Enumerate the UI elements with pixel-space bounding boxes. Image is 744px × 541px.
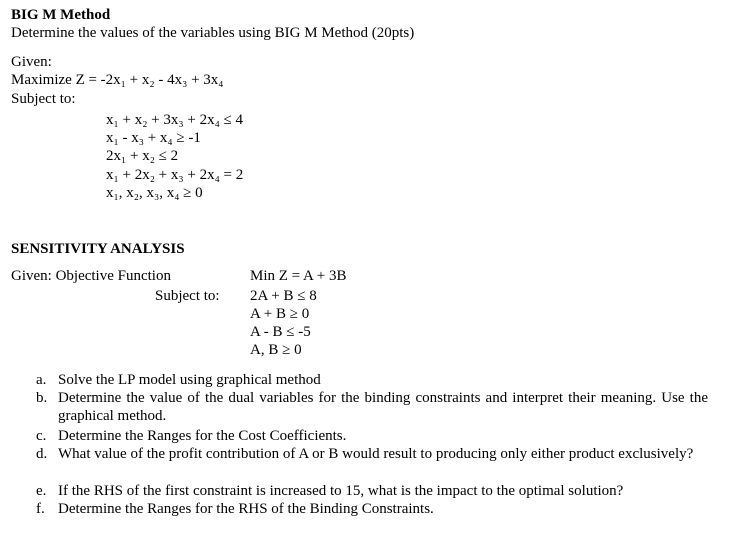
big-m-nonnegativity: x₁, x₂, x₃, x₄ ≥ 0 — [106, 185, 203, 201]
question-label: b. — [36, 390, 48, 406]
question-text: Determine the Ranges for the Cost Coefficients. — [58, 428, 347, 444]
question-text: If the RHS of the first constraint is increased to 15, what is the impact to the optimal solution? — [58, 483, 624, 499]
big-m-objective: Maximize Z = -2x₁ + x₂ - 4x₃ + 3x₄ — [11, 72, 224, 88]
sensitivity-subject-to: Subject to: — [155, 288, 220, 304]
question-text: Determine the Ranges for the RHS of the Binding Constraints. — [58, 501, 434, 517]
question-label: a. — [36, 372, 47, 388]
question-b — [36, 389, 736, 425]
sensitivity-constraint: A + B ≥ 0 — [250, 306, 310, 322]
big-m-constraint: 2x₁ + x₂ ≤ 2 — [106, 148, 179, 164]
big-m-subject-to: Subject to: — [11, 91, 76, 107]
big-m-constraint: x₁ + 2x₂ + x₃ + 2x₄ = 2 — [106, 167, 244, 183]
sensitivity-nonnegativity: A, B ≥ 0 — [250, 342, 302, 358]
question-text: Solve the LP model using graphical method — [58, 372, 321, 388]
section-title-sensitivity: SENSITIVITY ANALYSIS — [11, 241, 185, 257]
sensitivity-constraint: A - B ≤ -5 — [250, 324, 311, 340]
question-c — [36, 427, 736, 445]
sensitivity-constraint: 2A + B ≤ 8 — [250, 288, 317, 304]
question-label: c. — [36, 428, 47, 444]
question-a — [36, 371, 736, 389]
big-m-instruction: Determine the values of the variables using BIG M Method (20pts) — [11, 25, 415, 41]
question-f — [36, 500, 736, 518]
question-label: d. — [36, 446, 48, 462]
big-m-constraint: x₁ + x₂ + 3x₃ + 2x₄ ≤ 4 — [106, 112, 244, 128]
sensitivity-objective: Min Z = A + 3B — [250, 268, 347, 284]
question-text: What value of the profit contribution of A or B would result to producing only either product exclusively? — [58, 446, 694, 462]
sensitivity-given-label: Given: Objective Function — [11, 268, 171, 284]
question-label: e. — [36, 483, 47, 499]
question-text: Determine the value of the dual variables for the binding constraints and interpret their meaning. Use the graphical method. — [58, 390, 708, 424]
section-title-big-m: BIG M Method — [11, 7, 111, 23]
big-m-constraint: x₁ - x₃ + x₄ ≥ -1 — [106, 130, 201, 146]
question-e — [36, 482, 736, 500]
big-m-given-label: Given: — [11, 54, 52, 70]
question-label: f. — [36, 501, 45, 517]
question-d — [36, 445, 736, 463]
